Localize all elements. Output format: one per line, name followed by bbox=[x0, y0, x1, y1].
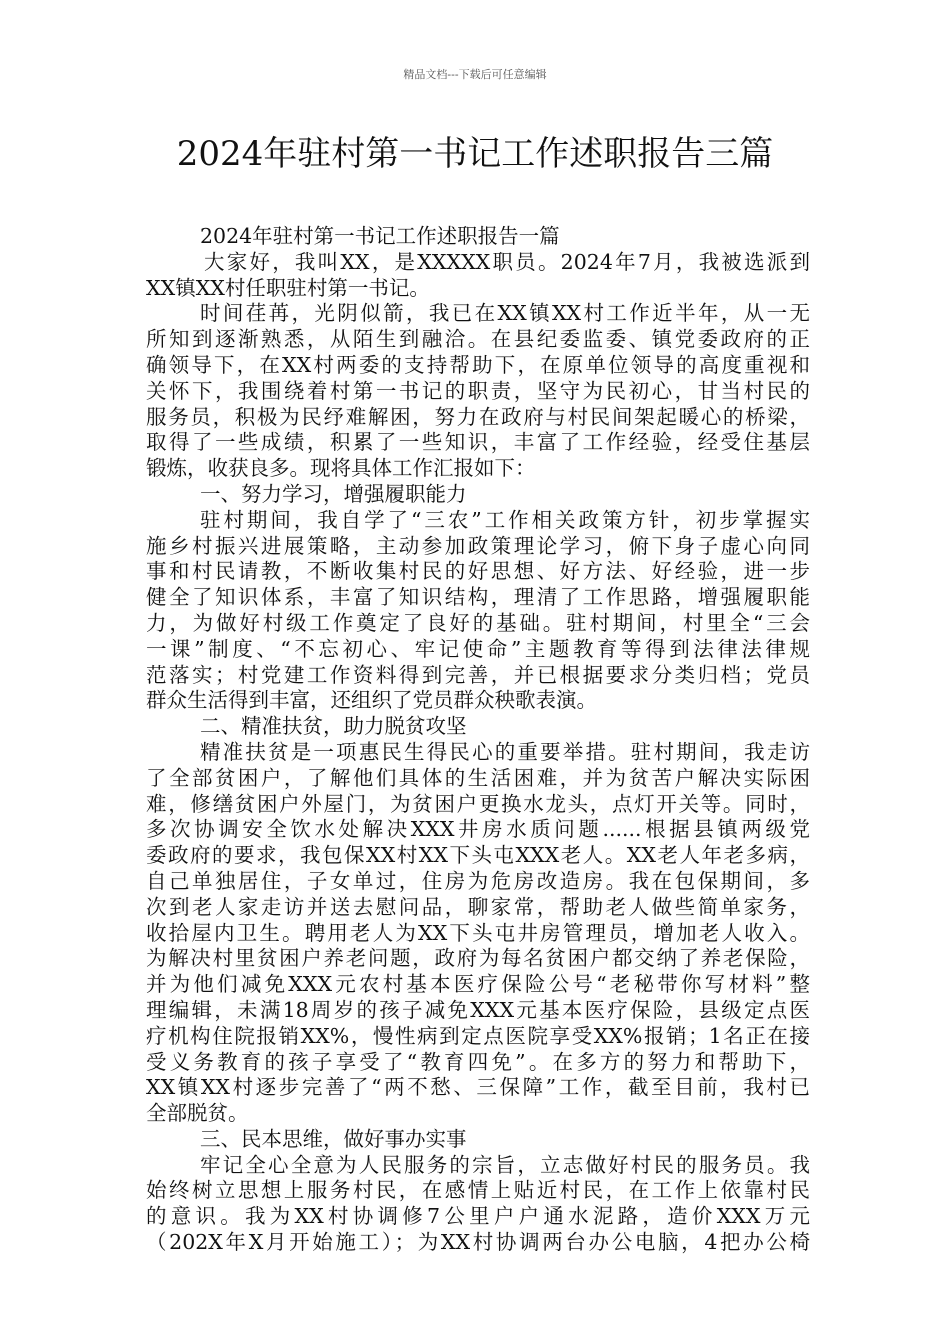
text-line: 的意识。我为XX村协调修7公里户户通水泥路，造价XXX万元 bbox=[146, 1204, 810, 1229]
text-line: （202X年X月开始施工）；为XX村协调两台办公电脑，4把办公椅 bbox=[146, 1230, 810, 1255]
text-line: 关怀下，我围绕着村第一书记的职责，坚守为民初心，甘当村民的 bbox=[146, 378, 810, 403]
text-line: 委政府的要求，我包保XX村XX下头屯XXX老人。XX老人年老多病， bbox=[146, 843, 810, 868]
text-line: 范落实；村党建工作资料得到完善，并已根据要求分类归档；党员 bbox=[146, 662, 810, 687]
text-line: 服务员，积极为民纾难解困，努力在政府与村民间架起暖心的桥梁， bbox=[146, 404, 810, 429]
text-line: 受义务教育的孩子享受了“教育四免”。在多方的努力和帮助下， bbox=[146, 1049, 810, 1074]
text-line: 锻炼，收获良多。现将具体工作汇报如下： bbox=[146, 456, 536, 481]
text-line: 难，修缮贫困户外屋门，为贫困户更换水龙头，点灯开关等。同时， bbox=[146, 791, 810, 816]
text-line: 事和村民请教，不断收集村民的好思想、好方法、好经验，进一步 bbox=[146, 559, 810, 584]
text-line: 多次协调安全饮水处解决XXX井房水质问题......根据县镇两级党 bbox=[146, 817, 810, 842]
text-line: 一、努力学习，增强履职能力 bbox=[200, 481, 467, 506]
text-line: 一课”制度、“不忘初心、牢记使命”主题教育等得到法律法律规 bbox=[146, 636, 810, 661]
text-line: 始终树立思想上服务村民，在感情上贴近村民，在工作上依靠村民 bbox=[146, 1178, 810, 1203]
text-line: XX镇XX村逐步完善了“两不愁、三保障”工作，截至目前，我村已 bbox=[146, 1075, 810, 1100]
document-body bbox=[146, 224, 810, 1256]
text-line: 确领导下，在XX村两委的支持帮助下，在原单位领导的高度重视和 bbox=[146, 352, 810, 377]
document-title: 2024年驻村第一书记工作述职报告三篇 bbox=[176, 134, 774, 174]
text-line: 取得了一些成绩，积累了一些知识，丰富了工作经验，经受住基层 bbox=[146, 430, 810, 455]
text-line: 施乡村振兴进展策略，主动参加政策理论学习，俯下身子虚心向同 bbox=[146, 533, 810, 558]
text-line: 健全了知识体系，丰富了知识结构，理清了工作思路，增强履职能 bbox=[146, 585, 810, 610]
text-line: 全部脱贫。 bbox=[146, 1101, 249, 1126]
text-line: 理编辑，未满18周岁的孩子减免XXX元基本医疗保险，县级定点医 bbox=[146, 997, 810, 1022]
text-line: 了全部贫困户，了解他们具体的生活困难，并为贫苦户解决实际困 bbox=[146, 765, 810, 790]
text-line: 并为他们减免XXX元农村基本医疗保险公号“老秘带你写材料”整 bbox=[146, 972, 810, 997]
text-line: 精准扶贫是一项惠民生得民心的重要举措。驻村期间，我走访 bbox=[200, 739, 810, 764]
text-line: 自己单独居住，子女单过，住房为危房改造房。我在包保期间，多 bbox=[146, 868, 810, 893]
text-line: 三、民本思维，做好事办实事 bbox=[200, 1126, 467, 1151]
text-line: 疗机构住院报销XX%，慢性病到定点医院享受XX%报销；1名正在接 bbox=[146, 1023, 810, 1048]
text-line: 驻村期间，我自学了“三农”工作相关政策方针，初步掌握实 bbox=[200, 507, 810, 532]
text-line: 收拾屋内卫生。聘用老人为XX下头屯井房管理员，增加老人收入。 bbox=[146, 920, 810, 945]
text-line: 时间荏苒，光阴似箭，我已在XX镇XX村工作近半年，从一无 bbox=[200, 301, 810, 326]
text-line: 群众生活得到丰富，还组织了党员群众秧歌表演。 bbox=[146, 688, 597, 713]
text-line: 所知到逐渐熟悉，从陌生到融洽。在县纪委监委、镇党委政府的正 bbox=[146, 327, 810, 352]
text-line: 力，为做好村级工作奠定了良好的基础。驻村期间，村里全“三会 bbox=[146, 610, 810, 635]
text-line: XX镇XX村任职驻村第一书记。 bbox=[146, 275, 430, 300]
text-line: 2024年驻村第一书记工作述职报告一篇 bbox=[200, 224, 560, 248]
header-note: 精品文档---下载后可任意编辑 bbox=[403, 68, 547, 81]
text-line: 二、精准扶贫，助力脱贫攻坚 bbox=[200, 714, 467, 739]
text-line: 次到老人家走访并送去慰问品，聊家常，帮助老人做些简单家务， bbox=[146, 894, 810, 919]
text-line: 牢记全心全意为人民服务的宗旨，立志做好村民的服务员。我 bbox=[200, 1152, 810, 1177]
text-line: 为解决村里贫困户养老问题，政府为每名贫困户都交纳了养老保险， bbox=[146, 946, 810, 971]
text-line: 大家好，我叫XX，是XXXXX职员。2024年7月，我被选派到 bbox=[204, 249, 810, 274]
